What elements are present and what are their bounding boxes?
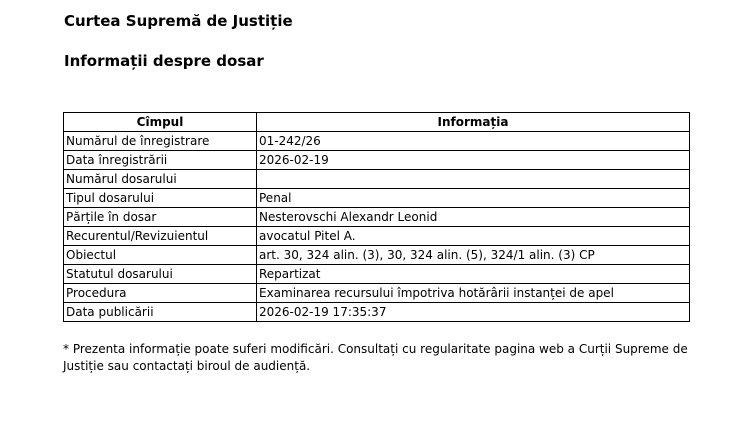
column-header-field: Cîmpul xyxy=(64,113,257,132)
table-row xyxy=(64,265,690,284)
column-header-information: Informația xyxy=(257,113,690,132)
row-field-value: art. 30, 324 alin. (3), 30, 324 alin. (5), 324/1 alin. (3) CP xyxy=(257,246,690,265)
row-field-value: 2026-02-19 xyxy=(257,151,690,170)
table-row xyxy=(64,246,690,265)
table-row xyxy=(64,151,690,170)
row-field-label: Părțile în dosar xyxy=(64,208,257,227)
table-row xyxy=(64,303,690,322)
row-field-label: Tipul dosarului xyxy=(64,189,257,208)
table-header-row xyxy=(64,113,690,132)
row-field-label: Numărul dosarului xyxy=(64,170,257,189)
row-field-label: Obiectul xyxy=(64,246,257,265)
section-title: Informații despre dosar xyxy=(64,52,264,70)
table-row xyxy=(64,208,690,227)
row-field-value: 2026-02-19 17:35:37 xyxy=(257,303,690,322)
row-field-label: Data înregistrării xyxy=(64,151,257,170)
court-title: Curtea Supremă de Justiție xyxy=(64,12,293,30)
row-field-label: Procedura xyxy=(64,284,257,303)
row-field-value: Examinarea recursului împotriva hotărârii instanței de apel xyxy=(257,284,690,303)
table-row xyxy=(64,284,690,303)
row-field-value: Nesterovschi Alexandr Leonid xyxy=(257,208,690,227)
row-field-value xyxy=(257,170,690,189)
row-field-value: Repartizat xyxy=(257,265,690,284)
table-row xyxy=(64,189,690,208)
row-field-label: Data publicării xyxy=(64,303,257,322)
row-field-label: Numărul de înregistrare xyxy=(64,132,257,151)
row-field-value: 01-242/26 xyxy=(257,132,690,151)
disclaimer-note: * Prezenta informație poate suferi modificări. Consultați cu regularitate pagina web a Curții Supreme de Justiție sau contactați biroul de audiență. xyxy=(63,342,688,373)
row-field-value: Penal xyxy=(257,189,690,208)
case-info-table xyxy=(63,112,690,322)
row-field-value: avocatul Pitel A. xyxy=(257,227,690,246)
row-field-label: Recurentul/Revizuientul xyxy=(64,227,257,246)
table-row xyxy=(64,227,690,246)
table-row xyxy=(64,132,690,151)
row-field-label: Statutul dosarului xyxy=(64,265,257,284)
table-row xyxy=(64,170,690,189)
